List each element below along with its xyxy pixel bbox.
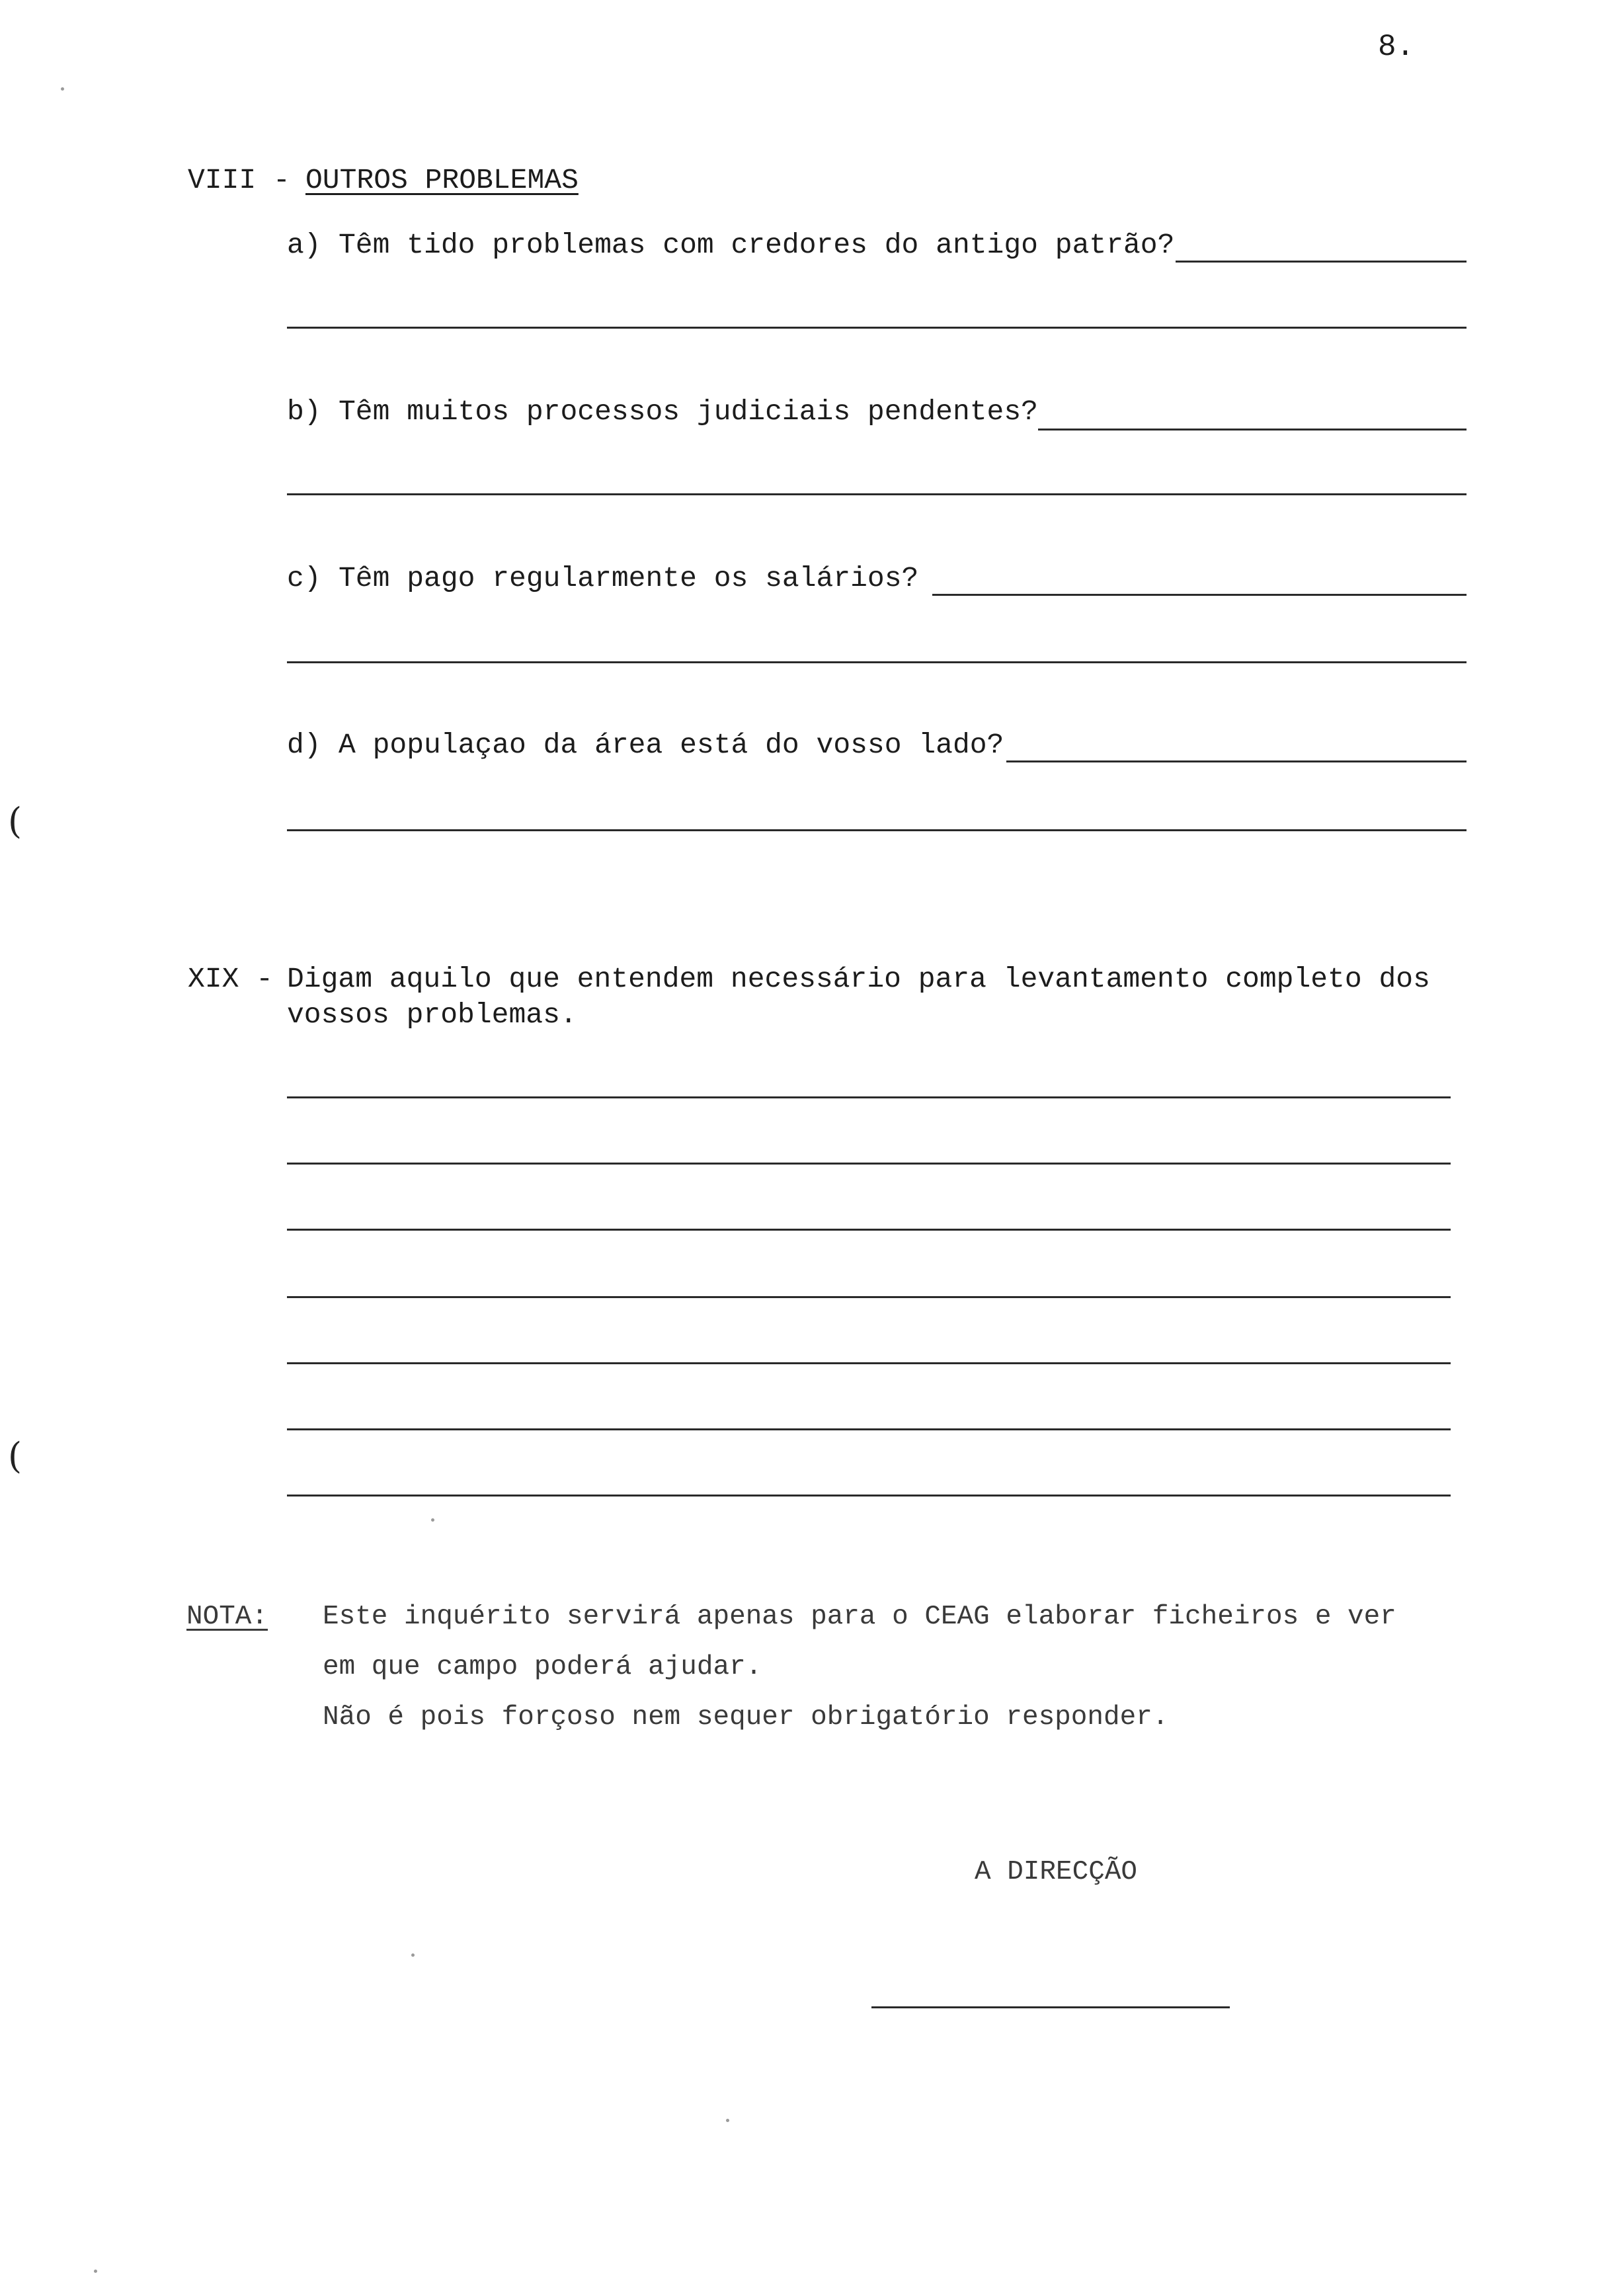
answer-line-d-2[interactable]: [287, 829, 1467, 831]
scan-speck: [411, 1953, 415, 1957]
answer-line-b-2[interactable]: [287, 493, 1467, 495]
section-viii-title: OUTROS PROBLEMAS: [305, 164, 579, 196]
question-c-label: c): [287, 562, 321, 594]
question-c-text: Têm pago regularmente os salários?: [339, 562, 919, 594]
margin-mark-1: (: [8, 800, 22, 842]
nota-text-line-3: Não é pois forçoso nem sequer obrigatório responder.: [323, 1702, 1169, 1733]
nota-label: NOTA:: [186, 1602, 268, 1632]
answer-line-xix-3[interactable]: [287, 1229, 1451, 1231]
section-xix-text-line-1: Digam aquilo que entendem necessário para levantamento completo dos: [287, 963, 1430, 995]
question-a-label: a): [287, 229, 321, 261]
answer-line-a-1[interactable]: [1176, 261, 1467, 263]
signature-title: A DIRECÇÃO: [975, 1857, 1138, 1887]
answer-line-xix-7[interactable]: [287, 1495, 1451, 1496]
nota-text-line-2: em que campo poderá ajudar.: [323, 1652, 762, 1682]
answer-line-xix-1[interactable]: [287, 1096, 1451, 1098]
scan-speck: [61, 87, 64, 91]
answer-line-a-2[interactable]: [287, 327, 1467, 329]
question-b-text: Têm muitos processos judiciais pendentes?: [339, 395, 1038, 428]
section-viii-number: VIII -: [188, 164, 290, 196]
question-d-label: d): [287, 729, 321, 761]
margin-mark-2: (: [8, 1435, 22, 1477]
answer-line-xix-4[interactable]: [287, 1296, 1451, 1298]
answer-line-xix-5[interactable]: [287, 1362, 1451, 1364]
section-xix-text-line-2: vossos problemas.: [287, 999, 577, 1031]
scan-speck: [726, 2119, 729, 2122]
question-d-text: A populaçao da área está do vosso lado?: [339, 729, 1004, 761]
answer-line-xix-6[interactable]: [287, 1428, 1451, 1430]
question-a-text: Têm tido problemas com credores do antigo patrão?: [339, 229, 1175, 261]
scan-speck: [94, 2270, 97, 2273]
question-b-label: b): [287, 395, 321, 428]
answer-line-c-1[interactable]: [932, 594, 1467, 596]
answer-line-b-1[interactable]: [1038, 429, 1467, 430]
nota-text-line-1: Este inquérito servirá apenas para o CEAG elaborar ficheiros e ver: [323, 1602, 1396, 1632]
answer-line-d-1[interactable]: [1006, 760, 1467, 762]
section-xix-number: XIX -: [188, 963, 274, 995]
signature-line[interactable]: [871, 2006, 1230, 2008]
answer-line-c-2[interactable]: [287, 661, 1467, 663]
scan-speck: [431, 1518, 434, 1522]
page-number: 8.: [1378, 30, 1415, 64]
answer-line-xix-2[interactable]: [287, 1163, 1451, 1165]
